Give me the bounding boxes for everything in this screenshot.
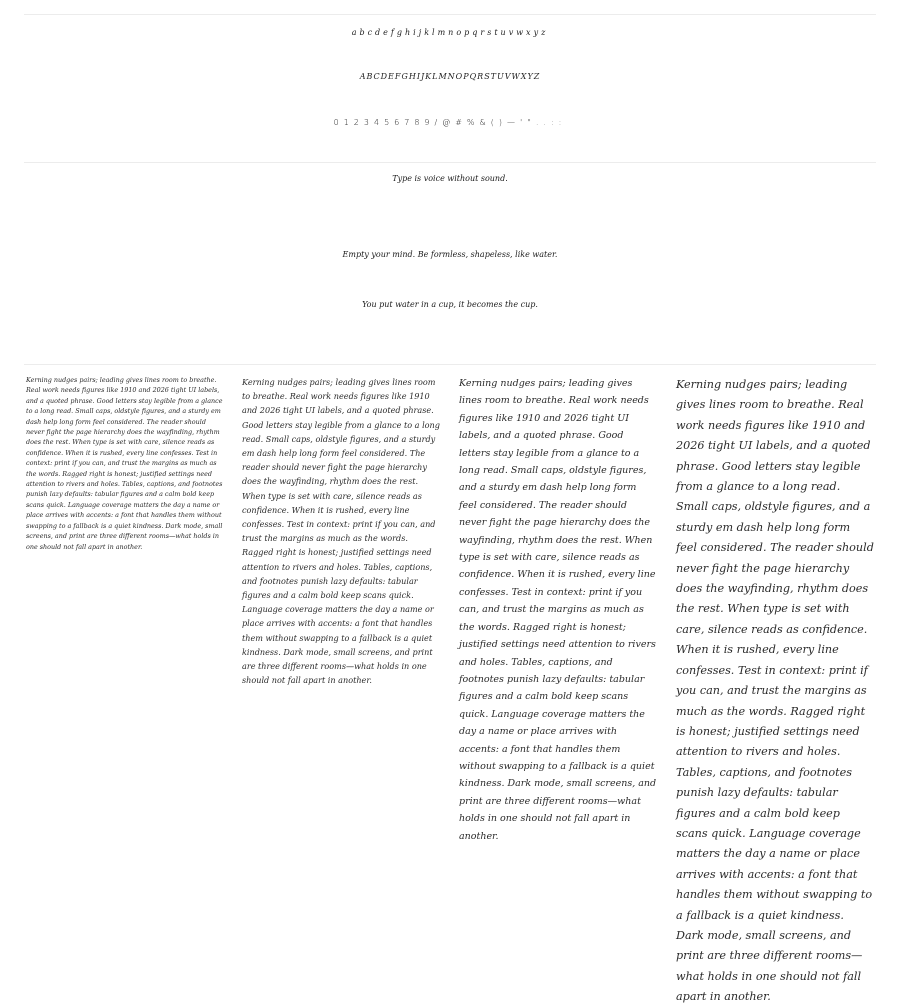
uppercase-alphabet: ABCDEFGHIJKLMNOPQRSTUVWXYZ xyxy=(359,72,541,81)
divider xyxy=(24,14,876,15)
pangram-line-2: Empty your mind. Be formless, shapeless, like water. xyxy=(342,250,558,259)
divider xyxy=(24,364,876,365)
pangram-line-1: Type is voice without sound. xyxy=(392,174,508,183)
body-text-column-xlarge: Kerning nudges pairs; leading gives lines room to breathe. Real work needs figures like 1910 and 2026 tight UI labels, and a quoted phrase. Good letters stay legible from a glance to a long read. Small caps, oldstyle figures, and a sturdy em dash help long form feel considered. The reader should never fight the page hierarchy does the wayfinding, rhythm does the rest. When type is set with care, silence reads as confidence. When it is rushed, every line confesses. Test in context: print if you can, and trust the margins as much as the words. Ragged right is honest; justified settings need attention to rivers and holes. Tables, captions, and footnotes punish lazy defaults: tabular figures and a calm bold keep scans quick. Language coverage matters the day a name or place arrives with accents: a font that handles them without swapping to a fallback is a quiet kindness. Dark mode, small screens, and print are three different rooms—what holds in one should not fall apart in another. xyxy=(676,378,874,1004)
divider xyxy=(24,162,876,163)
body-text-column-small: Kerning nudges pairs; leading gives lines room to breathe. Real work needs figures like 1910 and 2026 tight UI labels, and a quoted phrase. Good letters stay legible from a glance to a long read. Small caps, oldstyle figures, and a sturdy em dash help long form feel considered. The reader should never fight the page hierarchy does the wayfinding, rhythm does the rest. When type is set with care, silence reads as confidence. When it is rushed, every line confesses. Test in context: print if you can, and trust the margins as much as the words. Ragged right is honest; justified settings need attention to rivers and holes. Tables, captions, and footnotes punish lazy defaults: tabular figures and a calm bold keep scans quick. Language coverage matters the day a name or place arrives with accents: a font that handles them without swapping to a fallback is a quiet kindness. Dark mode, small screens, and print are three different rooms—what holds in one should not fall apart in another. xyxy=(26,376,223,551)
body-text-column-large: Kerning nudges pairs; leading gives lines room to breathe. Real work needs figures like 1910 and 2026 tight UI labels, and a quoted phrase. Good letters stay legible from a glance to a long read. Small caps, oldstyle figures, and a sturdy em dash help long form feel considered. The reader should never fight the page hierarchy does the wayfinding, rhythm does the rest. When type is set with care, silence reads as confidence. When it is rushed, every line confesses. Test in context: print if you can, and trust the margins as much as the words. Ragged right is honest; justified settings need attention to rivers and holes. Tables, captions, and footnotes punish lazy defaults: tabular figures and a calm bold keep scans quick. Language coverage matters the day a name or place arrives with accents: a font that handles them without swapping to a fallback is a quiet kindness. Dark mode, small screens, and print are three different rooms—what holds in one should not fall apart in another. xyxy=(459,378,657,842)
lowercase-alphabet: abcdefghijklmnopqrstuvwxyz xyxy=(351,28,549,37)
pangram-line-3: You put water in a cup, it becomes the cup. xyxy=(362,300,538,309)
numerals-and-punctuation: 0123456789/@#%&()—'"..:: xyxy=(333,118,567,127)
body-text-column-medium: Kerning nudges pairs; leading gives lines room to breathe. Real work needs figures like 1910 and 2026 tight UI labels, and a quoted phrase. Good letters stay legible from a glance to a long read. Small caps, oldstyle figures, and a sturdy em dash help long form feel considered. The reader should never fight the page hierarchy does the wayfinding, rhythm does the rest. When type is set with care, silence reads as confidence. When it is rushed, every line confesses. Test in context: print if you can, and trust the margins as much as the words. Ragged right is honest; justified settings need attention to rivers and holes. Tables, captions, and footnotes punish lazy defaults: tabular figures and a calm bold keep scans quick. Language coverage matters the day a name or place arrives with accents: a font that handles them without swapping to a fallback is a quiet kindness. Dark mode, small screens, and print are three different rooms—what holds in one should not fall apart in another. xyxy=(242,377,440,686)
